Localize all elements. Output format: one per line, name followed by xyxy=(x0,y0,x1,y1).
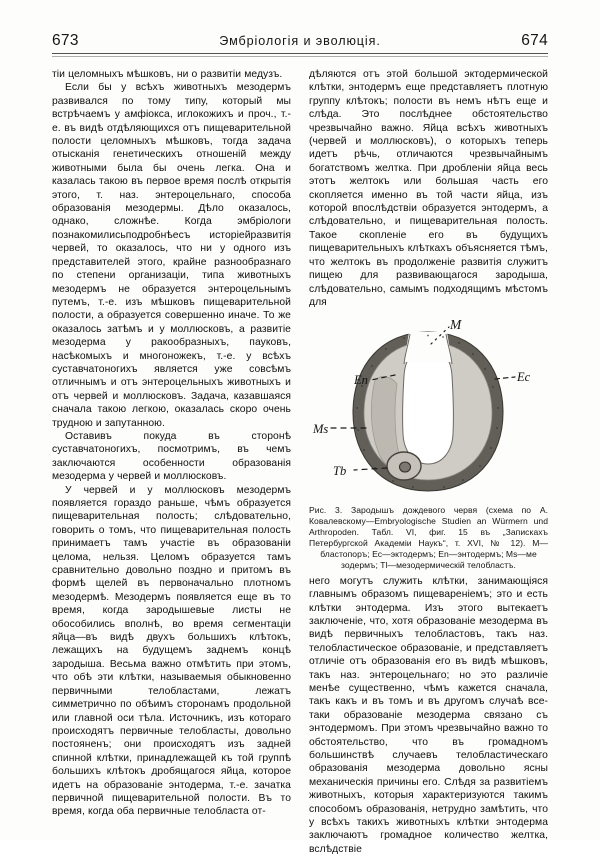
page-title: Эмбріологія и эволюція. xyxy=(219,34,381,48)
label-tb: Tb xyxy=(333,464,347,479)
paragraph: Оставивъ покуда въ сторонѣ суставчатоногихъ, посмотримъ, въ чемъ заключаются особенности образованія мезодерма у червей и моллюсковъ. xyxy=(52,430,291,483)
label-m: M xyxy=(450,318,462,333)
label-en: En xyxy=(354,373,368,388)
figure-3-earthworm-embryo xyxy=(309,318,548,570)
figure-caption xyxy=(309,505,548,570)
paragraph: дѣляются отъ этой большой эктодермической клѣтки, энтодермъ еще представляетъ плотную группу клѣтокъ; полости въ немъ нѣтъ еще и слѣда. Это послѣднее обстоятельство чрезвычайно важно. Яйца всѣхъ животныхъ (червей и моллюсковъ), о которыхъ теперь идетъ рѣчь, отличаются чрезвычайнымъ богатствомъ желтка. При дробленіи яйца весь этотъ желтокъ или большая часть его скопляется именно въ той части яйца, изъ которой впослѣдствіи образуется энтодермъ, а слѣдовательно, и пищеварительная полость. Такое скопленіе его въ будущихъ пищеварительныхъ клѣткахъ объясняется тѣмъ, что желтокъ въ продолженіе развитія служитъ пищею для развивающагося зародыша, слѣдовательно, самымъ подходящимъ мѣстомъ для xyxy=(309,69,548,308)
label-ms: Ms xyxy=(313,422,329,437)
right-column xyxy=(309,68,548,855)
folio-right: 674 xyxy=(521,32,548,49)
paragraph: Если бы у всѣхъ животныхъ мезодермъ развивался по тому типу, который мы встрѣчаемъ у амфіокса, иглокожихъ и проч., т.-е. въ видѣ отдѣляющихся отъ пищеварительной полости целомныхъ мѣшковъ, тогда задача отысканія генетическихъ отношеній между животными была бы очень легка. Она и казалась такою въ первое время послѣ открытія этого, т. наз. энтероцельнаго, способа образованія мезодермы. Дѣло оказалось, однако, сложнѣе. Когда эмбріологи познакомилисьподробнѣесъ исторіейразвитія червей, то оказалось, что ни у одного изъ представителей этого, крайне разнообразнаго по степени организаціи, типа животныхъ мезодермъ не образуется энтероцельнымъ путемъ, т.-е. изъ мѣшковъ пищеварительной полости, а образуется совершенно иначе. То же оказалось затѣмъ и у моллюсковъ, а развитіе мезодерма у ракообразныхъ, пауковъ, насѣкомыхъ и многоножекъ, т.-е. у всѣхъ суставчатоногихъ является уже совсѣмъ отличнымъ и отъ энтероцельныхъ животныхъ и отъ червей и моллюсковъ. Задача, казавшаяся сначала такою легкою, оказалась скоро очень трудною и запутанною. xyxy=(52,82,291,429)
paragraph: тіи целомныхъ мѣшковъ, ни о развитіи медузъ. xyxy=(52,69,283,80)
header-divider xyxy=(52,53,548,57)
paragraph: У червей и у моллюсковъ мезодермъ появляется гораздо раньше, чѣмъ образуется пищеварительная полость; слѣдовательно, говорить о томъ, что пищеварительная полость принимаетъ тамъ участіе въ образованіи целома, нельзя. Целомъ образуется тамъ сравнительно довольно поздно и притомъ въ формѣ щелей въ первоначально плотномъ мезодермѣ. Мезодермъ появляется еще въ то время, когда зародышевые листы не обособились вполнѣ, во время сегментаціи яйца—въ видѣ двухъ большихъ клѣтокъ, лежащихъ на будущемъ заднемъ концѣ зародыша. Весьма важно отмѣтить при этомъ, что обѣ эти клѣтки, называемыя обыкновенно первичными телобластами, лежатъ симметрично по обѣимъ сторонамъ продольной или главной оси тѣла. Источникъ, изъ котораго происходятъ первичные телобласты, довольно постояненъ; они происходятъ изъ задней спинной клѣтки, принадлежащей къ той группѣ большихъ клѣтокъ дробящагося яйца, которое идетъ на образованіе энтодерма, т.-е. зачатка первичной пищеварительной полости. Въ то время, когда оба первичные телобласта от- xyxy=(52,484,291,818)
blastopore-cavity xyxy=(403,332,454,464)
teloblast-cell xyxy=(387,452,421,480)
folio-left: 673 xyxy=(52,32,79,49)
figure-caption-main: Рис. 3. Зародышъ дождевого червя (схема по А. Ковалевскому—Embryologische Studien an Würmern und Arthropoden. Табл. VI, фиг. 15 въ „Запискахъ Петербургской Академіи Наукъ“, т. XVI, № 12). М—бластопоръ; Ес—эктодермъ; Еn—энтодермъ; Ms—ме xyxy=(309,505,548,559)
left-column xyxy=(52,68,291,828)
divider-rule-thin xyxy=(52,56,548,57)
body-columns xyxy=(52,68,548,855)
paragraph: него могутъ служить клѣтки, занимающіяся главнымъ образомъ пищевареніемъ; это и есть клѣтки энтодерма. Изъ этого вытекаетъ заключеніе, что, хотя образованіе мезодерма въ видѣ первичныхъ телобластовъ, такъ наз. телобластическое образованіе, и представляетъ отличіе отъ образованія его въ видѣ мѣшковъ, такъ наз. энтероцельнаго; но это различіе менѣе существенно, чѣмъ кажется сначала, такъ какъ и въ томъ и въ другомъ случаѣ все-таки образованіе мезодерма связано съ энтодермомъ. При этомъ чрезвычайно важно то обстоятельство, что въ громадномъ большинствѣ случаевъ телобластическаго образованія мезодерма довольно ясны механическія причины его. Слѣдя за развитіемъ животныхъ, которыя характеризуются такимъ способомъ образованія, нетрудно замѣтить, что у всѣхъ такихъ животныхъ клѣтки энтодерма заключаютъ громадное количество желтка, вслѣдствіе xyxy=(309,575,548,855)
figure-caption-last-line: зодермъ; Tl—мезодермическій телобластъ. xyxy=(341,559,516,570)
figure-illustration xyxy=(309,318,548,500)
divider-rule-thick xyxy=(52,53,548,54)
embryo-cross-section-diagram xyxy=(309,318,548,500)
label-ec: Ec xyxy=(517,370,531,385)
